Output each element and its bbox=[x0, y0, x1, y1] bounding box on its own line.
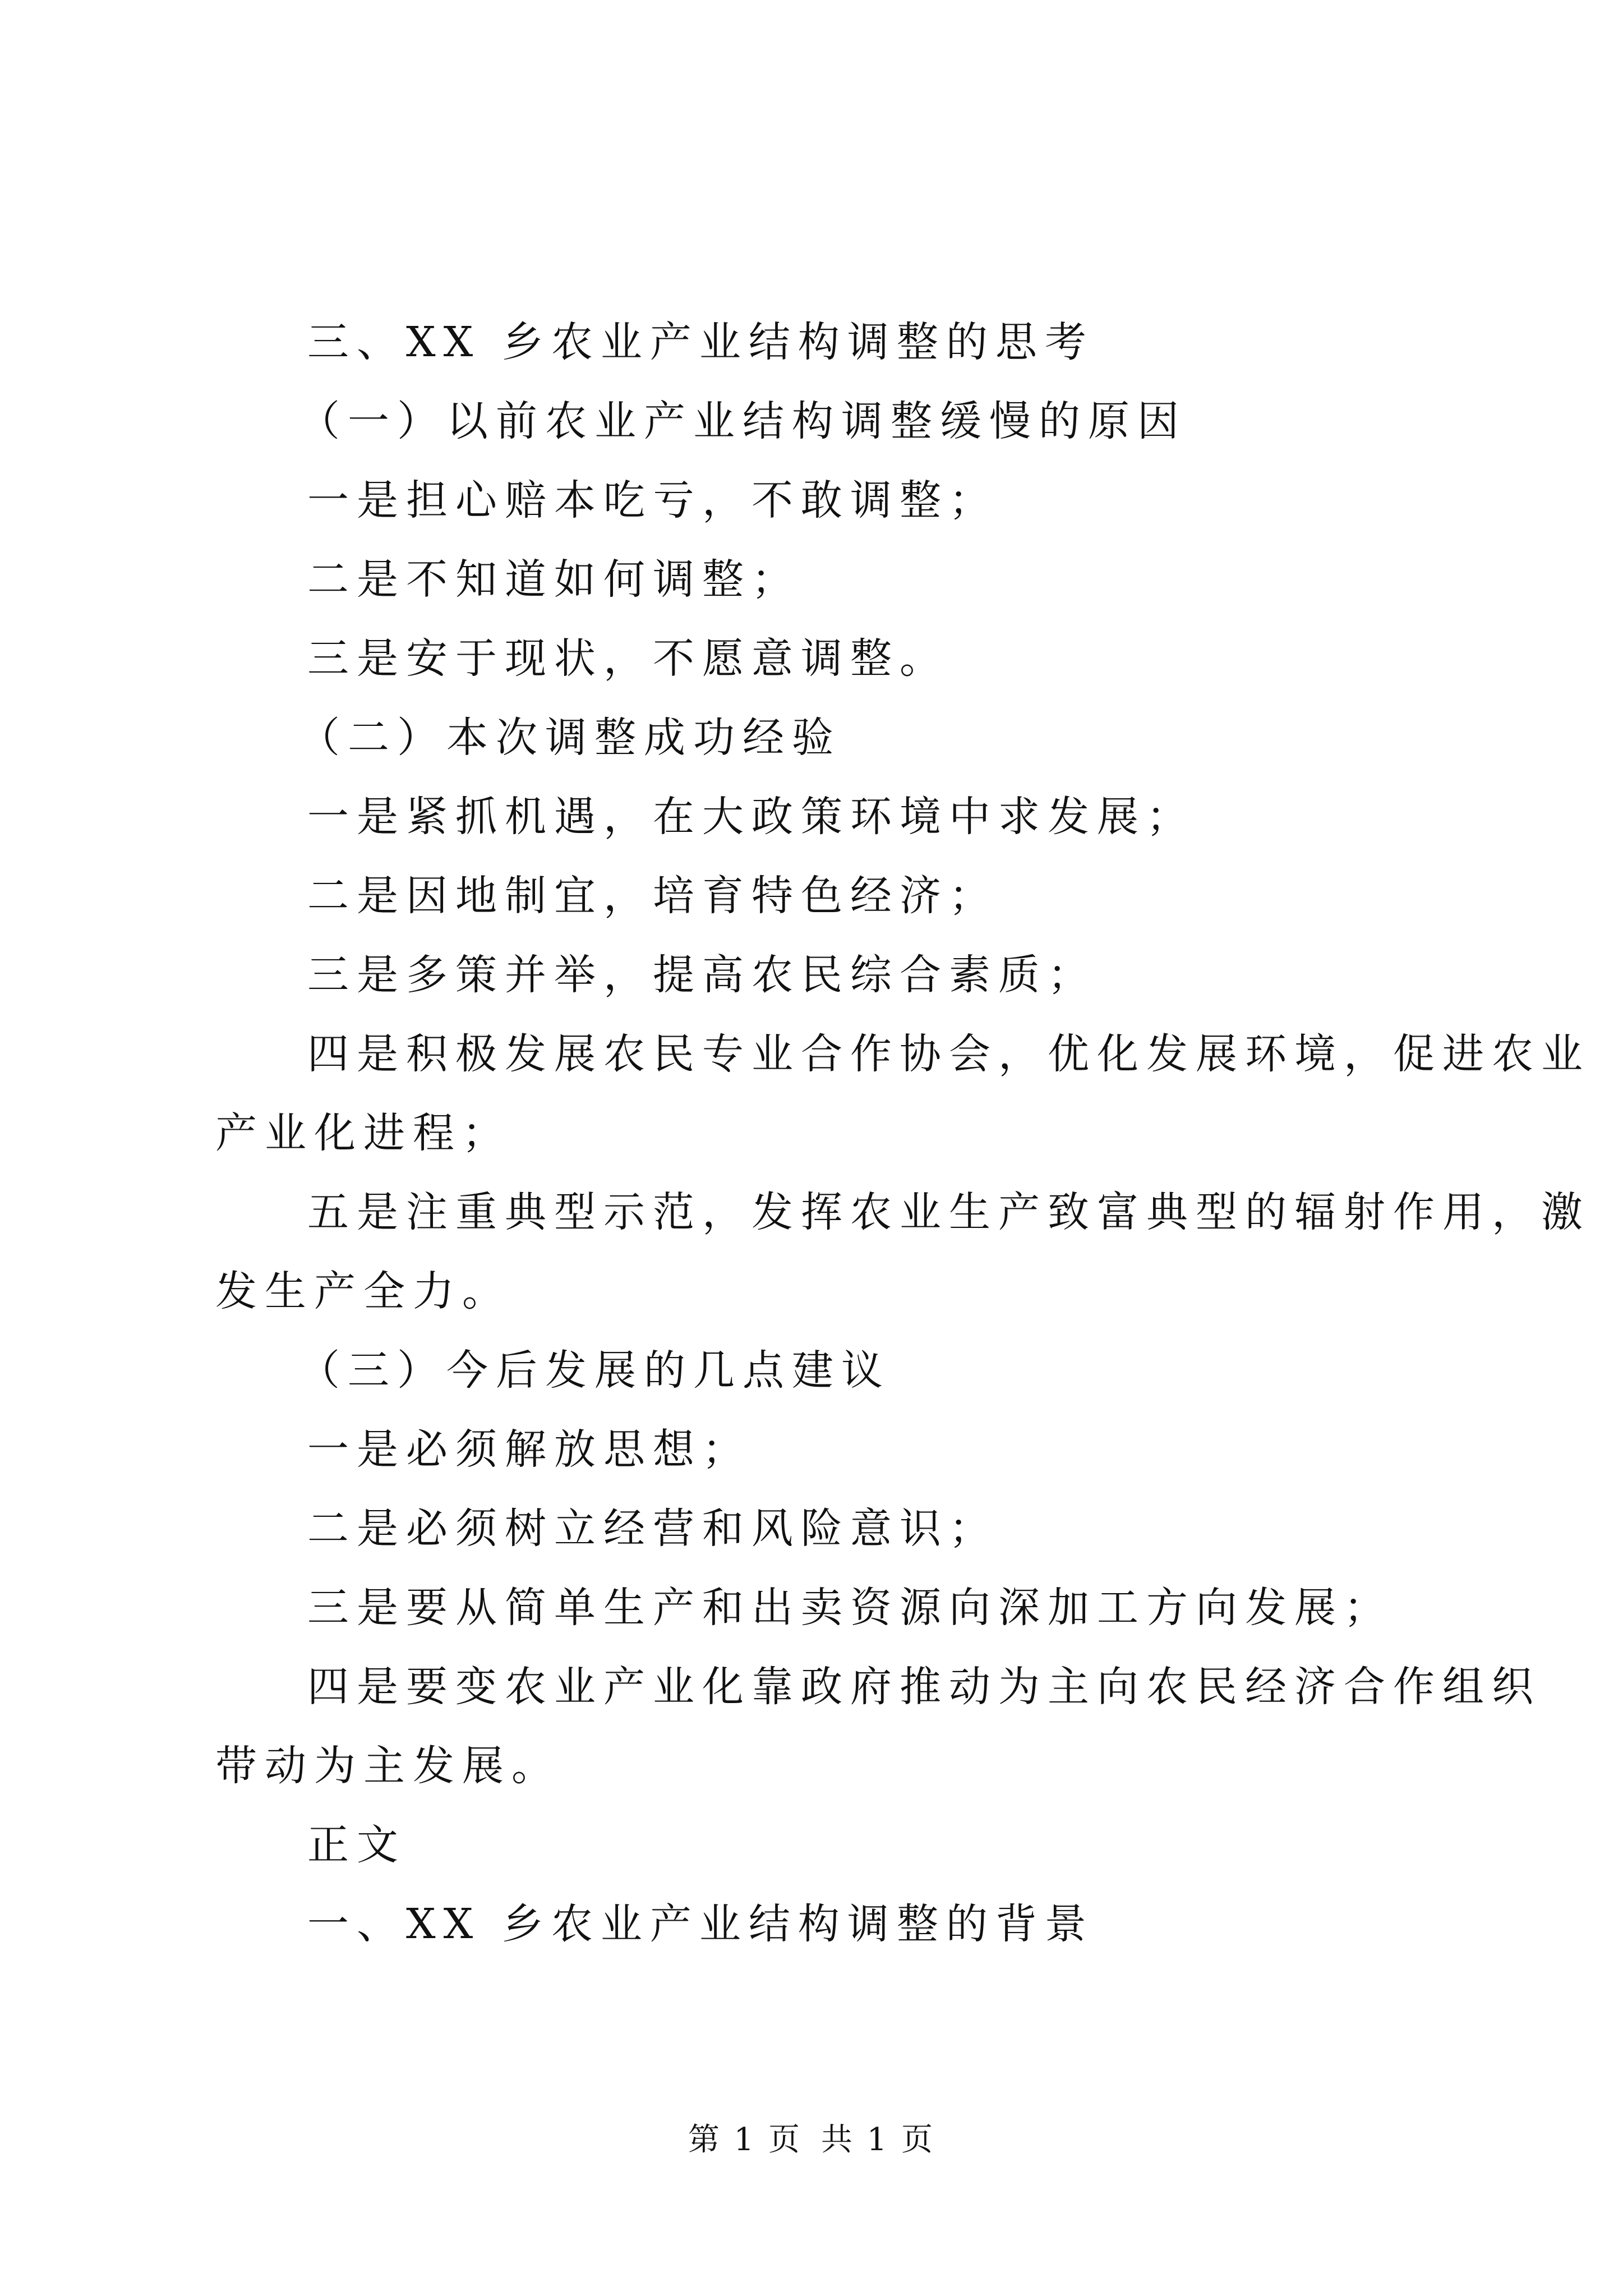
document-body bbox=[215, 303, 1590, 1964]
list-item: 二是因地制宜，培育特色经济； bbox=[307, 872, 998, 920]
list-item: 二是必须树立经营和风险意识； bbox=[307, 1504, 998, 1553]
section-label-body: 正文 bbox=[307, 1821, 406, 1869]
subheading-3: （三）今后发展的几点建议 bbox=[298, 1346, 891, 1395]
list-item: 三是多策并举，提高农民综合素质； bbox=[307, 951, 1097, 999]
list-item-continuation: 产业化进程； bbox=[215, 1109, 511, 1157]
page-total: 共 1 页 bbox=[820, 2122, 935, 2158]
list-item: 四是积极发展农民专业合作协会，优化发展环境，促进农业 bbox=[307, 1030, 1590, 1078]
list-item-continuation: 发生产全力。 bbox=[215, 1267, 511, 1315]
list-item: 二是不知道如何调整； bbox=[307, 555, 801, 604]
list-item: 三是要从简单生产和出卖资源向深加工方向发展； bbox=[307, 1584, 1393, 1632]
list-item: 一是担心赔本吃亏，不敢调整； bbox=[307, 476, 998, 524]
list-item: 五是注重典型示范，发挥农业生产致富典型的辐射作用，激 bbox=[307, 1188, 1590, 1236]
list-item: 一是紧抓机遇，在大政策环境中求发展； bbox=[307, 793, 1196, 841]
list-item: 一是必须解放思想； bbox=[307, 1425, 751, 1474]
page-number: 第 1 页 bbox=[688, 2122, 803, 2158]
subheading-2: （二）本次调整成功经验 bbox=[298, 714, 841, 762]
section-heading-1: 一、XX 乡农业产业结构调整的背景 bbox=[307, 1900, 1094, 1948]
subheading-1: （一）以前农业产业结构调整缓慢的原因 bbox=[298, 397, 1187, 445]
page-footer bbox=[0, 2115, 1623, 2160]
list-item: 三是安于现状，不愿意调整。 bbox=[307, 634, 949, 683]
section-heading-3: 三、XX 乡农业产业结构调整的思考 bbox=[307, 318, 1094, 366]
list-item: 四是要变农业产业化靠政府推动为主向农民经济合作组织 bbox=[307, 1663, 1541, 1711]
list-item-continuation: 带动为主发展。 bbox=[215, 1742, 561, 1790]
